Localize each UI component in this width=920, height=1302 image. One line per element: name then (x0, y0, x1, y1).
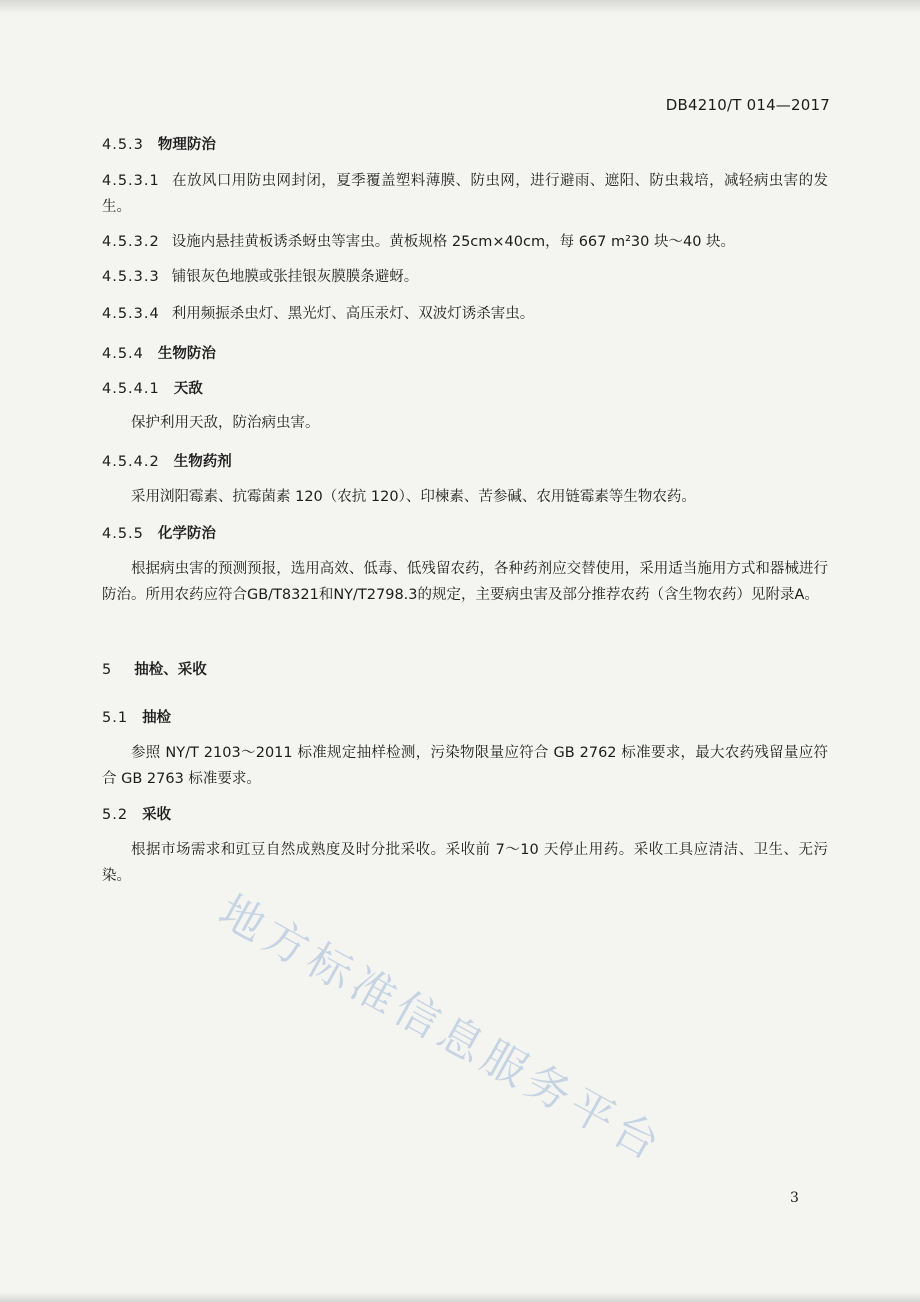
clause-text: 在放风口用防虫网封闭，夏季覆盖塑料薄膜、防虫网，进行避雨、遮阳、防虫栽培，减轻病虫害的发生。 (102, 173, 828, 215)
heading-5-1 (102, 706, 171, 727)
heading-4-5-3 (102, 133, 216, 154)
heading-5-2 (102, 803, 171, 824)
paragraph-4-5-3-4 (102, 301, 828, 327)
heading-4-5-4-2 (102, 450, 232, 471)
clause-text: 利用频振杀虫灯、黑光灯、高压汞灯、双波灯诱杀害虫。 (171, 306, 535, 322)
section-title: 化学防治 (157, 526, 216, 542)
section-number: 5.2 (102, 807, 129, 823)
paragraph-4-5-3-2 (102, 229, 828, 255)
section-number: 4.5.5 (102, 526, 144, 542)
section-number: 4.5.4.2 (102, 454, 160, 470)
paragraph-4-5-3-1 (102, 168, 828, 220)
page-number: 3 (790, 1190, 799, 1206)
clause-number: 4.5.3.4 (102, 306, 160, 322)
paragraph-4-5-4-1: 保护利用天敌，防治病虫害。 (131, 415, 320, 431)
section-title: 生物药剂 (173, 454, 232, 470)
section-number: 4.5.3 (102, 137, 144, 153)
scan-edge-top (0, 0, 920, 14)
scan-edge-bottom (0, 1292, 920, 1302)
section-number: 4.5.4.1 (102, 381, 160, 397)
section-title: 物理防治 (157, 137, 216, 153)
section-number: 5 (102, 662, 113, 678)
clause-text: 铺银灰色地膜或张挂银灰膜膜条避蚜。 (171, 269, 419, 285)
heading-4-5-4 (102, 342, 216, 363)
section-title: 抽检、采收 (134, 662, 207, 678)
heading-4-5-5 (102, 522, 216, 543)
section-title: 天敌 (173, 381, 203, 397)
clause-number: 4.5.3.1 (102, 173, 160, 189)
section-title: 生物防治 (157, 346, 216, 362)
watermark: 地方标准信息服务平台 (210, 885, 673, 1173)
clause-number: 4.5.3.3 (102, 269, 160, 285)
clause-text: 设施内悬挂黄板诱杀蚜虫等害虫。黄板规格 25cm×40cm，每 667 m²30 块～40 块。 (171, 234, 736, 250)
heading-5 (102, 658, 207, 679)
section-number: 5.1 (102, 710, 129, 726)
section-number: 4.5.4 (102, 346, 144, 362)
section-title: 采收 (142, 807, 172, 823)
paragraph-4-5-4-2: 采用浏阳霉素、抗霉菌素 120（农抗 120）、印楝素、苦参碱、农用链霉素等生物农药。 (131, 489, 696, 505)
paragraph-5-1: 参照 NY/T 2103～2011 标准规定抽样检测，污染物限量应符合 GB 2762 标准要求，最大农药残留量应符合 GB 2763 标准要求。 (102, 745, 828, 787)
clause-number: 4.5.3.2 (102, 234, 160, 250)
paragraph-4-5-3-3 (102, 264, 828, 290)
section-title: 抽检 (142, 710, 172, 726)
document-id-header: DB4210/T 014—2017 (665, 96, 830, 114)
paragraph-5-2: 根据市场需求和豇豆自然成熟度及时分批采收。采收前 7～10 天停止用药。采收工具应清洁、卫生、无污染。 (102, 842, 828, 884)
heading-4-5-4-1 (102, 377, 203, 398)
paragraph-4-5-5: 根据病虫害的预测预报，选用高效、低毒、低残留农药，各种药剂应交替使用，采用适当施用方式和器械进行防治。所用农药应符合GB/T8321和NY/T2798.3的规定，主要病虫害及部分推荐农药（含生物农药）见附录A。 (102, 561, 828, 603)
